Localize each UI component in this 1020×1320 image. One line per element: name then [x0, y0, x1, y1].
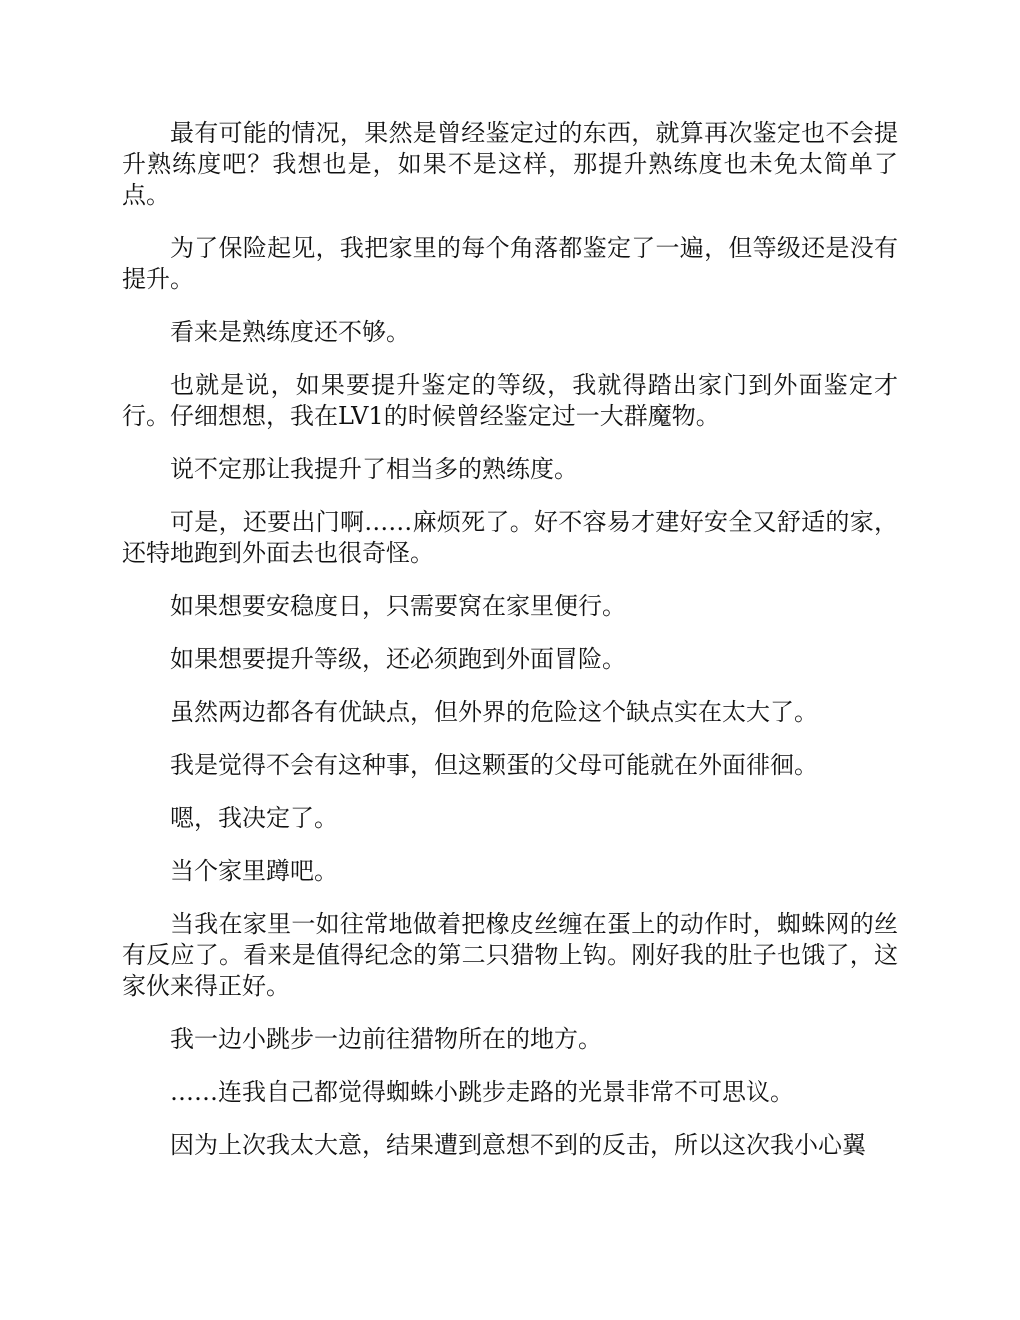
- document-page: [122, 118, 898, 1183]
- paragraph: 如果想要提升等级，还必须跑到外面冒险。: [170, 645, 626, 673]
- paragraph: 看来是熟练度还不够。: [170, 318, 410, 346]
- paragraph: 如果想要安稳度日，只需要窝在家里便行。: [170, 592, 626, 620]
- paragraph: 因为上次我太大意，结果遭到意想不到的反击，所以这次我小心翼: [170, 1131, 866, 1159]
- paragraph: 最有可能的情况，果然是曾经鉴定过的东西，就算再次鉴定也不会提升熟练度吧？我想也是，如果不是这样，那提升熟练度也未免太简单了点。: [122, 119, 898, 209]
- paragraph: 说不定那让我提升了相当多的熟练度。: [170, 455, 578, 483]
- paragraph: 我是觉得不会有这种事，但这颗蛋的父母可能就在外面徘徊。: [170, 751, 818, 779]
- paragraph: 也就是说，如果要提升鉴定的等级，我就得踏出家门到外面鉴定才行。仔细想想，我在LV1的时候曾经鉴定过一大群魔物。: [122, 371, 898, 430]
- paragraph: 当个家里蹲吧。: [170, 857, 338, 885]
- paragraph: 嗯，我决定了。: [170, 804, 338, 832]
- paragraph: 虽然两边都各有优缺点，但外界的危险这个缺点实在太大了。: [170, 698, 818, 726]
- paragraph: 当我在家里一如往常地做着把橡皮丝缠在蛋上的动作时，蜘蛛网的丝有反应了。看来是值得纪念的第二只猎物上钩。刚好我的肚子也饿了，这家伙来得正好。: [122, 910, 898, 1000]
- paragraph: 为了保险起见，我把家里的每个角落都鉴定了一遍，但等级还是没有提升。: [122, 234, 898, 293]
- paragraph: 可是，还要出门啊……麻烦死了。好不容易才建好安全又舒适的家，还特地跑到外面去也很奇怪。: [122, 508, 898, 567]
- paragraph: 我一边小跳步一边前往猎物所在的地方。: [170, 1025, 602, 1053]
- paragraph: ……连我自己都觉得蜘蛛小跳步走路的光景非常不可思议。: [170, 1078, 794, 1106]
